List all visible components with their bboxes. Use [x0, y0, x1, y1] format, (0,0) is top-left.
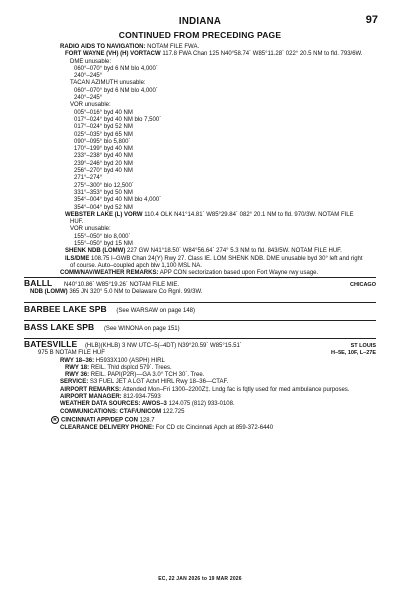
- nav-aid-line: VOR unusable:: [70, 226, 111, 233]
- nav-aid-line: 331°–353° byd 50 NM: [74, 189, 133, 196]
- nav-aid-line: 155°–050° blo 8,000´: [74, 233, 131, 240]
- airport-detail-line: CLEARANCE DELIVERY PHONE: For CD ctc Cincinnati Apch at 859-372-6440: [60, 424, 274, 431]
- nav-aid-line: 275°–300° blo 12,500´: [74, 182, 134, 189]
- cross-reference: (See WINONA on page 151): [103, 326, 180, 332]
- continued-banner: CONTINUED FROM PRECEDING PAGE: [118, 30, 282, 40]
- nav-aid-line: 060°–070° byd 6 NM blo 4,000´: [74, 87, 158, 94]
- batesville-elev: 975 B NOTAM FILE HUF: [38, 350, 105, 357]
- balll-header-line: [24, 280, 376, 289]
- nav-aid-line: 017°–024° byd 40 NM blo 7,500´: [74, 116, 162, 123]
- nav-aid-line: 239°–246° byd 20 NM: [74, 160, 133, 167]
- nav-aid-line: TACAN AZIMUTH unusable:: [70, 80, 146, 87]
- chart-sub: H–5E, 10F, L–27E: [331, 349, 376, 356]
- section-divider: [24, 277, 376, 278]
- airport-detail-line: RWY 18–36: H5933X100 (ASPH) HIRL: [60, 357, 165, 364]
- bass-entry: [24, 324, 376, 333]
- batesville-header-line: [24, 341, 376, 350]
- nav-aid-line: 240°–245°: [74, 95, 103, 102]
- nav-aid-line: of course. Auto–coupled apch blw 1,100 MSL NA.: [70, 262, 202, 269]
- airport-detail-line: COMMUNICATIONS: CTAF/UNICOM 122.725: [60, 408, 185, 415]
- nav-aid-line: 017°–024° byd 52 NM: [74, 124, 133, 131]
- airport-detail-line: SERVICE: S3 FUEL JET A LGT Actvt HIRL Rwy 18–36—CTAF.: [60, 379, 229, 386]
- airport-name: BALLL: [24, 278, 53, 288]
- airport-detail-line: R CINCINNATI APP/DEP CON 128.7: [60, 416, 376, 425]
- nav-aid-line: 005°–016° byd 40 NM: [74, 109, 133, 116]
- balll-ndb: NDB (LOMW) 365 JN 320° 5.0 NM to Delaware Co Rgnl. 99/3W.: [30, 289, 203, 296]
- balll-coords: N40°10.86´ W85°19.26´ NOTAM FILE MIE.: [64, 282, 180, 288]
- nav-aid-line: 354°–004° byd 40 NM blo 4,000´: [74, 197, 162, 204]
- section-divider: [24, 320, 376, 321]
- batesville-details: [24, 358, 376, 433]
- barbee-entry: [24, 306, 376, 315]
- airport-detail-line: AIRPORT MANAGER: 812-934-7593: [60, 394, 161, 401]
- nav-aid-line: 090°–095° blo 5,800´: [74, 138, 131, 145]
- airport-detail-line: RWY 36: REIL. PAPI(P2R)—GA 3.0° TCH 30´. Tree.: [65, 372, 205, 379]
- batesville-ident: (HLB)(KHLB) 3 NW UTC–5(–4DT) N39°20.59´ W85°15.51´: [84, 343, 242, 349]
- chart-name: ST LOUIS: [350, 343, 376, 349]
- nav-aid-line: 170°–199° byd 40 NM: [74, 146, 133, 153]
- nav-aid-line: WEBSTER LAKE (L) VORW 110.4 OLK N41°14.81´ W85°29.84´ 082° 20.1 NM to fld. 970/3W. NOTAM FILE: [65, 211, 354, 218]
- nav-aid-line: FORT WAYNE (VH) (H) VORTACW 117.8 FWA Chan 125 N40°58.74´ W85°11.28´ 022° 20.5 NM to fld. 793/6W.: [65, 51, 363, 58]
- cross-reference: (See WARSAW on page 148): [116, 308, 195, 314]
- airport-name: BASS LAKE SPB: [24, 322, 95, 332]
- airport-detail-line: AIRPORT REMARKS: Attended Mon–Fri 1300–2200Z‡. Lndg fac is fqtly used for med ambulance purposes.: [60, 386, 350, 393]
- airport-name: BATESVILLE: [24, 339, 78, 349]
- page-header-state: INDIANA: [178, 15, 222, 27]
- nav-aid-line: 271°–274°: [74, 175, 103, 182]
- nav-aid-line: RADIO AIDS TO NAVIGATION: NOTAM FILE FWA.: [60, 44, 200, 50]
- fort-wayne-section: [60, 44, 380, 278]
- nav-aid-line: HUF.: [70, 219, 84, 226]
- nav-aid-line: 155°–050° byd 15 NM: [74, 241, 133, 248]
- nav-aid-line: 233°–238° byd 40 NM: [74, 153, 133, 160]
- nav-aid-line: 240°–245°: [74, 73, 103, 80]
- nav-aid-line: ILS/DME 108.75 I–GWB Chan 24(Y) Rwy 27. Class IE. LOM SHENK NDB. DME unusable byd 30° left and right: [65, 255, 363, 262]
- section-divider: [24, 302, 376, 303]
- nav-aid-line: SHENK NDB (LOMW) 227 GW N41°18.50´ W84°56.64´ 274° 5.3 NM to fld. 843/5W. NOTAM FILE HUF.: [65, 248, 342, 255]
- nav-aid-line: VOR unusable:: [70, 102, 111, 109]
- airport-detail-line: WEATHER DATA SOURCES: AWOS–3 124.075 (812) 933-0108.: [60, 401, 235, 408]
- balll-entry: [24, 280, 376, 297]
- nav-aid-line: 025°–035° byd 65 NM: [74, 131, 133, 138]
- nav-aid-line: COMM/NAV/WEATHER REMARKS: APP CON sectorization based upon Fort Wayne rwy usage.: [60, 270, 319, 277]
- nav-aid-line: 060°–070° byd 6 NM blo 4,000´: [74, 65, 158, 72]
- batesville-entry: [24, 341, 376, 432]
- radar-icon: R: [51, 416, 59, 424]
- page-footer: EC, 22 JAN 2026 to 19 MAR 2026: [158, 576, 242, 582]
- nav-aid-line: DME unusable:: [70, 58, 112, 65]
- chart-info: [331, 343, 376, 356]
- page-number: 97: [365, 14, 378, 26]
- airport-name: BARBEE LAKE SPB: [24, 304, 107, 314]
- chart-name: CHICAGO: [350, 282, 376, 288]
- nav-aid-line: 256°–270° byd 40 NM: [74, 168, 133, 175]
- nav-aid-line: 354°–004° byd 52 NM: [74, 204, 133, 211]
- airport-detail-line: RWY 18: REIL. Thld dsplcd 579´. Trees.: [65, 364, 172, 371]
